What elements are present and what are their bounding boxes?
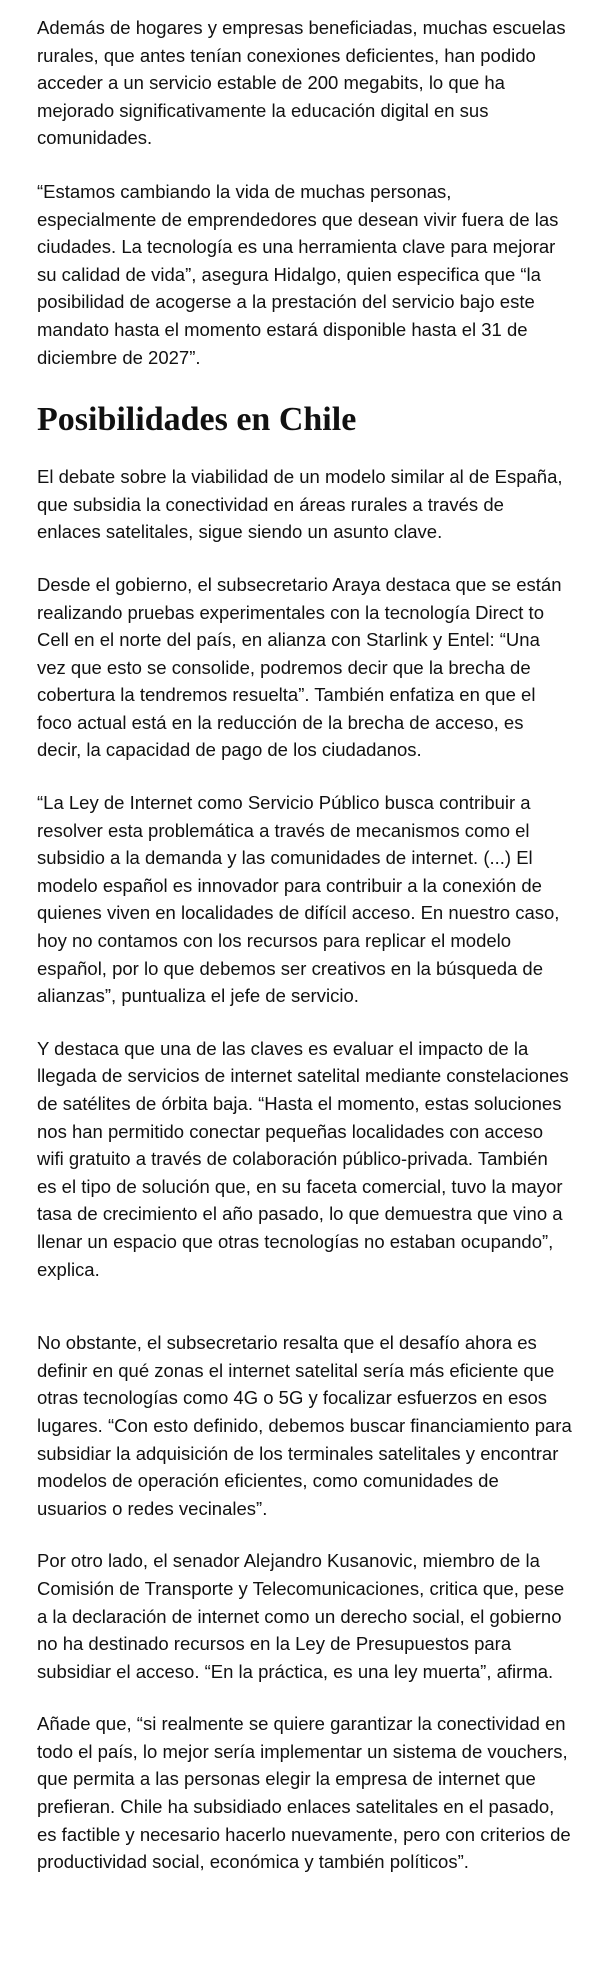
article-paragraph-kusanovic: Por otro lado, el senador Alejandro Kusanovic, miembro de la Comisión de Transporte y Telecomunicaciones, critica que, pese a la declaración de internet como un derecho social, el gobierno no ha destinado recursos en la Ley de Presupuestos para subsidiar el acceso. “En la práctica, es una ley muerta”, afirma. — [37, 1550, 565, 1682]
article-paragraph-government-araya: Desde el gobierno, el subsecretario Araya destaca que se están realizando pruebas experimentales con la tecnología Direct to Cell en el norte del país, en alianza con Starlink y Entel: “Una vez que esto se consolide, podremos decir que la brecha de cobertura la tendremos resuelta”. También enfatiza en que el foco actual está en la reducción de la brecha de acceso, es decir, la capacidad de pago de los ciudadanos. — [37, 573, 562, 761]
article-paragraph-challenge-zones: No obstante, el subsecretario resalta que el desafío ahora es definir en qué zonas el internet satelital sería más eficiente que otras tecnologías como 4G o 5G y focalizar esfuerzos en esos lugares. “Con esto definido, debemos buscar financiamiento para subsidiar la adquisición de los terminales satelitales y encontrar modelos de operación eficientes, como comunidades de usuarios o redes vecinales”. — [37, 1332, 572, 1519]
article-paragraph-debate: El debate sobre la viabilidad de un modelo similar al de España, que subsidia la conectividad en áreas rurales a través de enlaces satelitales, sigue siendo un asunto clave. — [37, 466, 563, 543]
article-body — [37, 14, 572, 1901]
section-heading-posibilidades-chile: Posibilidades en Chile — [37, 401, 357, 439]
article-paragraph-satellite-impact: Y destaca que una de las claves es evaluar el impacto de la llegada de servicios de internet satelital mediante constelaciones de satélites de órbita baja. “Hasta el momento, estas soluciones nos han permitido conectar pequeñas localidades con acceso wifi gratuito a través de colaboración público-privada. También es el tipo de solución que, en su faceta comercial, tuvo la mayor tasa de crecimiento el año pasado, lo que demuestra que vino a llenar un espacio que otras tecnologías no estaban ocupando”, explica. — [37, 1037, 569, 1280]
article-paragraph-hidalgo-quote: “Estamos cambiando la vida de muchas personas, especialmente de emprendedores que desean vivir fuera de las ciudades. La tecnología es una herramienta clave para mejorar su calidad de vida”, asegura Hidalgo, quien especifica que “la posibilidad de acogerse a la prestación del servicio bajo este mandato hasta el momento estará disponible hasta el 31 de diciembre de 2027”. — [37, 180, 559, 368]
article-paragraph-ley-internet: “La Ley de Internet como Servicio Público busca contribuir a resolver esta problemática a través de mecanismos como el subsidio a la demanda y las comunidades de internet. (...) El modelo español es innovador para contribuir a la conexión de quienes viven en localidades de difícil acceso. En nuestro caso, hoy no contamos con los recursos para replicar el modelo español, por lo que debemos ser creativos en la búsqueda de alianzas”, puntualiza el jefe de servicio. — [37, 792, 560, 1007]
article-paragraph-vouchers: Añade que, “si realmente se quiere garantizar la conectividad en todo el país, lo mejor sería implementar un sistema de vouchers, que permita a las personas elegir la empresa de internet que prefieran. Chile ha subsidiado enlaces satelitales en el pasado, es factible y necesario hacerlo nuevamente, pero con criterios de productividad social, económica y también políticos”. — [37, 1713, 571, 1873]
article-paragraph-rural-schools: Además de hogares y empresas beneficiadas, muchas escuelas rurales, que antes tenían conexiones deficientes, han podido acceder a un servicio estable de 200 megabits, lo que ha mejorado significativamente la educación digital en sus comunidades. — [37, 17, 566, 149]
